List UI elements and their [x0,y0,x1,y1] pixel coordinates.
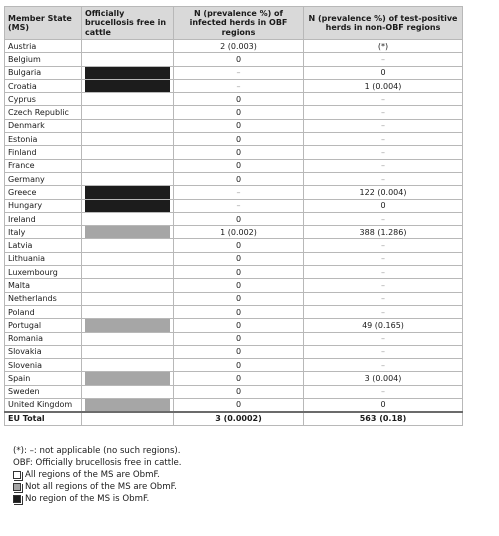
table-row [5,93,463,106]
positive-herds-non-obf-cell: – [304,239,463,252]
total-obf-cell [82,412,174,425]
positive-herds-non-obf-cell: (*) [304,40,463,53]
obf-status-box [85,160,170,172]
member-state-cell: Greece [5,186,82,199]
brucellosis-table [4,6,463,426]
infected-herds-obf-cell: 0 [174,146,304,159]
obf-status-box [85,359,170,371]
footnote-obf-definition: OBF: Officially brucellosis free in cattle. [13,458,182,468]
member-state-cell: Luxembourg [5,266,82,279]
obf-status-cell [82,292,174,305]
member-state-cell: Denmark [5,119,82,132]
obf-status-cell [82,332,174,345]
infected-herds-obf-cell: – [174,66,304,79]
total-label-cell: EU Total [5,412,82,425]
obf-status-box [85,306,170,318]
obf-status-cell [82,319,174,332]
obf-status-box [85,333,170,345]
infected-herds-obf-cell: 0 [174,305,304,318]
infected-herds-obf-cell: 0 [174,279,304,292]
table-row [5,199,463,212]
black-square-icon [13,495,21,503]
footnote-not-applicable: (*): –: not applicable (no such regions). [13,446,181,456]
grey-square-icon [13,483,21,491]
header-positive-herds-non-obf: N (prevalence %) of test-positive herds in non-OBF regions [304,7,463,40]
member-state-cell: Latvia [5,239,82,252]
obf-status-cell [82,93,174,106]
total-positive-herds-cell: 563 (0.18) [304,412,463,425]
infected-herds-obf-cell: 0 [174,106,304,119]
obf-status-cell [82,345,174,358]
table-body [5,40,463,426]
obf-status-cell [82,106,174,119]
obf-status-cell [82,172,174,185]
obf-status-box [85,133,170,145]
legend-item-all-obmf [13,469,182,481]
member-state-cell: United Kingdom [5,399,82,412]
obf-status-box [85,106,170,118]
positive-herds-non-obf-cell: 1 (0.004) [304,79,463,92]
obf-status-cell [82,40,174,53]
obf-status-cell [82,53,174,66]
positive-herds-non-obf-cell: – [304,133,463,146]
header-obf-status: Officially brucellosis free in cattle [82,7,174,40]
obf-status-box [85,386,170,398]
infected-herds-obf-cell: 0 [174,93,304,106]
obf-status-box [85,239,170,251]
obf-status-cell [82,266,174,279]
table-row [5,66,463,79]
positive-herds-non-obf-cell: – [304,305,463,318]
positive-herds-non-obf-cell: – [304,252,463,265]
table-row [5,399,463,412]
table-row [5,359,463,372]
infected-herds-obf-cell: 0 [174,359,304,372]
table-total-row [5,412,463,425]
positive-herds-non-obf-cell: – [304,93,463,106]
legend-item-no-region-obmf [13,493,182,505]
legend-label-no-region-obmf: No region of the MS is ObmF. [25,494,150,504]
obf-status-box [85,279,170,291]
positive-herds-non-obf-cell: – [304,359,463,372]
header-member-state: Member State (MS) [5,7,82,40]
table-row [5,172,463,185]
positive-herds-non-obf-cell: 49 (0.165) [304,319,463,332]
table-row [5,106,463,119]
white-square-icon [13,471,21,479]
member-state-cell: Slovenia [5,359,82,372]
member-state-cell: Cyprus [5,93,82,106]
infected-herds-obf-cell: 0 [174,266,304,279]
infected-herds-obf-cell: 0 [174,319,304,332]
obf-status-box [85,266,170,278]
obf-status-box [85,93,170,105]
positive-herds-non-obf-cell: – [304,332,463,345]
obf-status-cell [82,399,174,412]
infected-herds-obf-cell: 0 [174,239,304,252]
obf-status-box [85,120,170,132]
header-row [5,7,463,40]
infected-herds-obf-cell: – [174,199,304,212]
member-state-cell: Bulgaria [5,66,82,79]
positive-herds-non-obf-cell: 0 [304,199,463,212]
member-state-cell: Romania [5,332,82,345]
infected-herds-obf-cell: 0 [174,345,304,358]
member-state-cell: Germany [5,172,82,185]
member-state-cell: Italy [5,226,82,239]
positive-herds-non-obf-cell: 3 (0.004) [304,372,463,385]
positive-herds-non-obf-cell: – [304,146,463,159]
obf-status-cell [82,159,174,172]
obf-status-cell [82,186,174,199]
member-state-cell: Malta [5,279,82,292]
obf-status-box [85,399,170,411]
infected-herds-obf-cell: – [174,186,304,199]
positive-herds-non-obf-cell: – [304,159,463,172]
positive-herds-non-obf-cell: – [304,172,463,185]
positive-herds-non-obf-cell: 0 [304,399,463,412]
positive-herds-non-obf-cell: – [304,266,463,279]
table-row [5,345,463,358]
member-state-cell: Lithuania [5,252,82,265]
table-row [5,292,463,305]
obf-status-box [85,186,170,198]
member-state-cell: Croatia [5,79,82,92]
table-row [5,133,463,146]
table-row [5,305,463,318]
table-row [5,266,463,279]
member-state-cell: Sweden [5,385,82,398]
total-infected-herds-cell: 3 (0.0002) [174,412,304,425]
member-state-cell: Spain [5,372,82,385]
table-row [5,332,463,345]
member-state-cell: Netherlands [5,292,82,305]
member-state-cell: Portugal [5,319,82,332]
table-row [5,319,463,332]
infected-herds-obf-cell: 0 [174,212,304,225]
positive-herds-non-obf-cell: – [304,279,463,292]
obf-status-cell [82,212,174,225]
table-row [5,119,463,132]
obf-status-cell [82,372,174,385]
table-row [5,385,463,398]
member-state-cell: Belgium [5,53,82,66]
legend-item-not-all-obmf [13,481,182,493]
table-footnotes [13,445,182,505]
obf-status-box [85,293,170,305]
table-row [5,53,463,66]
legend-label-not-all-obmf: Not all regions of the MS are ObmF. [25,482,177,492]
obf-status-box [85,146,170,158]
obf-status-cell [82,146,174,159]
infected-herds-obf-cell: 0 [174,292,304,305]
obf-status-cell [82,239,174,252]
infected-herds-obf-cell: – [174,79,304,92]
obf-status-cell [82,279,174,292]
infected-herds-obf-cell: 0 [174,53,304,66]
header-infected-herds-obf: N (prevalence %) of infected herds in OBF regions [174,7,304,40]
table-row [5,226,463,239]
table-row [5,239,463,252]
obf-status-box [85,67,170,79]
obf-status-cell [82,226,174,239]
member-state-cell: Ireland [5,212,82,225]
member-state-cell: Estonia [5,133,82,146]
obf-status-box [85,319,170,331]
obf-status-cell [82,66,174,79]
table-row [5,372,463,385]
infected-herds-obf-cell: 2 (0.003) [174,40,304,53]
obf-status-cell [82,79,174,92]
member-state-cell: Hungary [5,199,82,212]
infected-herds-obf-cell: 0 [174,252,304,265]
table-row [5,40,463,53]
table-row [5,146,463,159]
infected-herds-obf-cell: 0 [174,385,304,398]
infected-herds-obf-cell: 1 (0.002) [174,226,304,239]
legend-label-all-obmf: All regions of the MS are ObmF. [25,470,160,480]
obf-status-box [85,372,170,384]
obf-status-cell [82,385,174,398]
table-row [5,79,463,92]
positive-herds-non-obf-cell: – [304,119,463,132]
table-row [5,252,463,265]
obf-status-box [85,346,170,358]
infected-herds-obf-cell: 0 [174,159,304,172]
table-row [5,159,463,172]
table-header [5,7,463,40]
infected-herds-obf-cell: 0 [174,119,304,132]
member-state-cell: Austria [5,40,82,53]
obf-status-box [85,40,170,52]
obf-status-cell [82,359,174,372]
member-state-cell: Czech Republic [5,106,82,119]
table-row [5,186,463,199]
obf-status-cell [82,305,174,318]
obf-status-box [85,200,170,212]
member-state-cell: France [5,159,82,172]
positive-herds-non-obf-cell: – [304,345,463,358]
member-state-cell: Slovakia [5,345,82,358]
obf-status-cell [82,133,174,146]
positive-herds-non-obf-cell: 122 (0.004) [304,186,463,199]
obf-status-cell [82,199,174,212]
obf-status-box [85,213,170,225]
infected-herds-obf-cell: 0 [174,133,304,146]
obf-status-box [85,53,170,65]
member-state-cell: Poland [5,305,82,318]
obf-status-box [85,253,170,265]
infected-herds-obf-cell: 0 [174,332,304,345]
infected-herds-obf-cell: 0 [174,172,304,185]
member-state-cell: Finland [5,146,82,159]
positive-herds-non-obf-cell: – [304,212,463,225]
table-row [5,279,463,292]
positive-herds-non-obf-cell: – [304,292,463,305]
obf-status-box [85,226,170,238]
infected-herds-obf-cell: 0 [174,399,304,412]
positive-herds-non-obf-cell: 388 (1.286) [304,226,463,239]
positive-herds-non-obf-cell: 0 [304,66,463,79]
obf-status-cell [82,119,174,132]
table-row [5,212,463,225]
positive-herds-non-obf-cell: – [304,106,463,119]
obf-status-box [85,173,170,185]
positive-herds-non-obf-cell: – [304,385,463,398]
obf-status-box [85,80,170,92]
obf-status-cell [82,252,174,265]
positive-herds-non-obf-cell: – [304,53,463,66]
infected-herds-obf-cell: 0 [174,372,304,385]
